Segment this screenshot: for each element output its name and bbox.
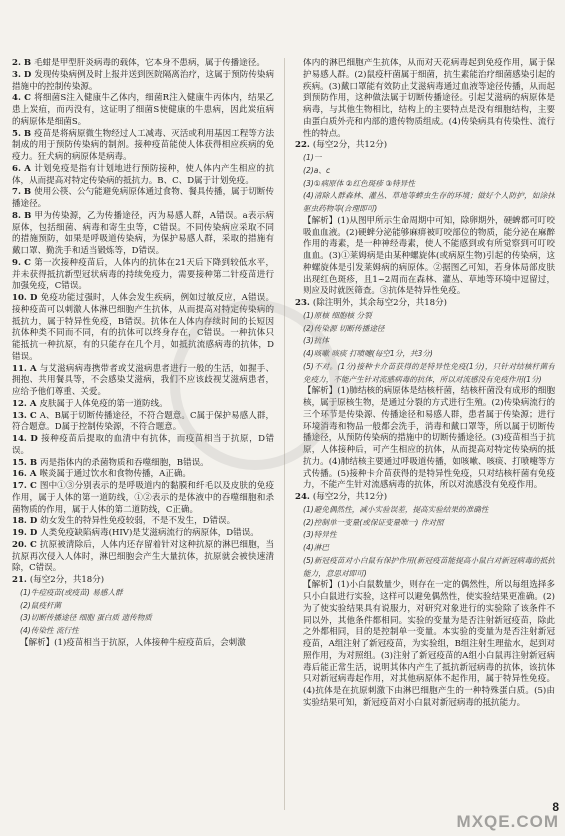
answer-text: (1)原核 细胞核 分裂 (303, 310, 372, 320)
answer-entry (12, 638, 274, 650)
explanation-text: 疫苗是将病原微生物经过人工减毒、灭活或利用基因工程等方法制成的用于预防传染病的制剂。接种疫苗能使人体获得相应疾病的免疫力。狂犬病的病原体是病毒。 (12, 128, 274, 162)
question-number: 16. A (12, 469, 40, 480)
answer-entry (295, 492, 555, 504)
answer-text: (5)新冠疫苗对小白鼠有保护作用(新冠疫苗能提高小鼠白对新冠病毒的抵抗能力，意思对即可) (303, 555, 555, 578)
column-divider (284, 58, 285, 810)
answer-entry (295, 361, 555, 387)
explanation-text: 甲为传染源，乙为传播途径，丙为易感人群，A错误。a表示病原体，包括细菌、病毒和寄生虫等，C错误。不同传染病应采取不同的措施预防，如果是呼吸道传染病，为保护易感人群，采取的措施有戴口罩、勤洗手和适当锻炼等，D错误。 (12, 210, 274, 256)
answer-entry (12, 434, 274, 458)
explanation-text: 接种疫苗后提取的血清中有抗体，而疫苗相当于抗原，D错误。 (12, 434, 274, 456)
explanation-text: (每空2分，共12分) (312, 492, 388, 502)
explanation-text: 幼女发生的特异性免疫较弱，不是不发生，D错误。 (40, 516, 236, 527)
answer-entry (295, 165, 555, 178)
answer-text: (3)切断传播途径 细胞 蛋白质 遗传物质 (20, 613, 152, 623)
explanation-text: 毛蚶是甲型肝炎病毒的载体，它本身不患病，属于传播途径。 (34, 58, 265, 68)
question-number: 14. D (12, 434, 42, 444)
explanation-text: 【解析】(1)肺结核的病原体是结核杆菌，结核杆菌没有成形的细胞核，属于原核生物，是通过分裂的方式进行生殖。(2)传染病流行的三个环节是传染源、传播途径和易感人群，患者属于传染源；进行环境消毒和物品一般都会洗手，消毒和戴口罩等，所以属于切断传播途径，从预防传染病的措施中的切断传播途径。(3)疫苗相当于抗原，人体接种后，可产生相应的抗体，从而提高对特定传染病的抵抗力。(4)肺结核主要通过呼吸道传播，如咳嗽、咳痰、打喷嚏等方式传播。(5)接种卡介苗获得的是特异性免疫，只对结核杆菌有免疫力，不能产生针对流感病毒的抗体，所以对流感没有免疫作用。 (303, 386, 555, 491)
explanation-text: 使用公筷、公勺能避免病原体通过食物、餐具传播，属于切断传播途径。 (12, 187, 274, 209)
question-number: 18. D (12, 516, 41, 527)
answer-text: (2)传染源 切断传播途径 (303, 323, 385, 333)
answer-text: (2)a、c (303, 165, 331, 175)
explanation-text: 图中①③分别表示的是呼吸道内的黏膜和纤毛以及皮肤的免疫作用，属于人体的第一道防线，①②表示的是体液中的吞噬细胞和杀菌物质的作用，属于人体的第二道防线，C正确。 (12, 481, 274, 515)
answer-entry (295, 542, 555, 555)
explanation-text: 抗原被清除后，人体内还存留着针对这种抗原的淋巴细胞，当抗原再次侵入人体时，淋巴细胞会产生大量抗体，抗原就会被快速清除，C错误。 (12, 539, 274, 574)
answer-entry (12, 528, 274, 540)
question-number: 4. C (12, 93, 35, 104)
question-number: 23. (295, 298, 313, 308)
question-number: 10. D (12, 293, 41, 303)
answer-entry (12, 481, 274, 516)
answer-entry (12, 625, 274, 638)
answer-entry (12, 258, 274, 293)
answer-text: (1)一 (303, 153, 322, 162)
answer-entry (295, 529, 555, 542)
answer-entry (295, 216, 555, 298)
answer-entry (12, 364, 274, 399)
answer-entry (295, 190, 555, 216)
answer-entry (12, 469, 274, 481)
answer-text: (1)牛痘疫苗(或疫苗) 易感人群 (20, 587, 123, 597)
explanation-text: 计划免疫是指有计划地进行预防接种，使人体内产生相应的抗体，从而提高对特定传染病的抵抗力。B、C、D属于计划免疫。 (12, 163, 274, 186)
question-number: 3. D (12, 69, 35, 80)
question-number: 2. B (12, 58, 35, 68)
answer-entry (12, 411, 274, 435)
question-number: 11. A (12, 363, 40, 374)
explanation-text: 人类免疫缺陷病毒(HIV)是艾滋病流行的病原体，D错误。 (40, 528, 259, 538)
answer-entry (12, 70, 274, 94)
explanation-text: (除注明外，其余每空2分，共18分) (312, 298, 447, 308)
explanation-text: (每空2分，共18分) (29, 575, 105, 585)
explanation-text: 【解析】(1)疫苗相当于抗原，人体接种牛痘疫苗后，会刺激 (20, 637, 246, 648)
explanation-text: A、B属于切断传播途径，不符合题意。C属于保护易感人群，符合题意。D属于控制传染源，不符合题意。 (12, 410, 274, 433)
answer-entry (295, 348, 555, 361)
question-number: 7. B (12, 187, 35, 198)
question-number: 19. D (12, 528, 41, 538)
explanation-text: 第一次接种疫苗后，人体内的抗体在21天后下降到较低水平，并未获得抵抗新型冠状病毒的持续免疫力，需要接种第二针疫苗进行加强免疫，C错误。 (12, 257, 274, 292)
answer-entry (295, 386, 555, 492)
answer-entry (12, 587, 274, 600)
answer-entry (12, 540, 274, 575)
answer-entry (295, 580, 555, 709)
answer-text: (3)①病原体 ②红色斑疹 ③特异性 (303, 178, 415, 188)
explanation-text: 喉炎属于通过饮水和食物传播，A正确。 (39, 469, 191, 480)
answer-entry (12, 516, 274, 528)
question-number: 13. C (12, 410, 40, 421)
explanation-text: 与艾滋病病毒携带者或艾滋病患者进行一般的生活，如握手、拥抱、共用餐具等，不会感染艾滋病，我们不应该歧视艾滋病患者，应给予他们尊重、关爱。 (12, 363, 274, 397)
explanation-text: 将细菌S注入健康牛乙体内，细菌R注入健康牛丙体内，结果乙患上炭疽，而丙没有，这证明了细菌S使健康的牛患病，因此炭疽病的病原体是细菌S。 (12, 93, 274, 127)
question-number: 15. B (12, 457, 41, 468)
left-column (12, 58, 274, 810)
answer-text: (2)控制单一变量(或保证变量唯一) 作对照 (303, 517, 444, 527)
answer-entry (295, 504, 555, 517)
answer-text: (3)特异性 (303, 530, 337, 540)
answer-entry (12, 211, 274, 258)
answer-text: (1)避免偶然性，减小实验误差，提高实验结果的准确性 (303, 504, 489, 514)
explanation-text: 【解析】(1)小白鼠数量少，则存在一定的偶然性，所以每组选择多只小白鼠进行实验，这样可以避免偶然性，使实验结果更准确。(2)为了使实验结果具有说服力，对研究对象进行的实验除了该条件不同以外，其他条件都相同。实验的变量为是否注射新冠疫苗，除此之外都相同，目的是控制单一变量。本实验的变量为是否注射新冠疫苗，A组注射了新冠疫苗，为实验组，B组注射生理盐水，起到对照作用，为对照组。(3)注射了新冠疫苗的A组小白鼠再注射新冠病毒后能正常生活，说明其体内产生了抵抗新冠病毒的抗体，该抗体只对新冠病毒起作用，对其他病原体不起作用，属于特异性免疫。(4)抗体是在抗原刺激下由淋巴细胞产生的一种特殊蛋白质。(5)由实验结果可知，新冠疫苗对小白鼠对新冠病毒的抵抗能力。 (303, 580, 555, 708)
question-number: 17. C (12, 481, 40, 491)
answer-entry (12, 187, 274, 211)
answer-entry (12, 129, 274, 164)
question-number: 24. (295, 492, 313, 502)
explanation-text: 免疫功能过强时，人体会发生疾病，例如过敏反应，A错误。接种疫苗可以刺激人体淋巴细胞产生抗体，从而提高对特定传染病的抵抗力，属于特异性免疫，B错误。抗体在人体内存续时间的长短因抗体种类不同而不同，有的抗体可以终身存在，C错误。一种抗体只能抵抗一种抗原，有的只能存在几个月，如抵抗流感病毒的抗体，D错误。 (12, 293, 274, 362)
explanation-text: 体内的淋巴细胞产生抗体，从而对天花病毒起到免疫作用，属于保护易感人群。(2)鼠疫杆菌属于细菌，抗生素能治疗细菌感染引起的疾病。(3)戴口罩能有效防止艾滋病毒通过血液等途径传播，从而起到预防作用，这种做法属于切断传播途径。引起艾滋病的病原体是病毒，与其他生物相比，结构上的主要特点是没有细胞结构，主要由蛋白质外壳和内部的遗传物质组成。(4)传染病具有传染性、流行性的特点。 (303, 58, 555, 139)
answer-text: (4)淋巴 (303, 543, 329, 552)
answer-entry (12, 612, 274, 625)
answer-entry (12, 293, 274, 364)
explanation-text: (每空2分，共12分) (312, 140, 388, 151)
answer-entry (295, 298, 555, 310)
answer-entry (295, 335, 555, 348)
explanation-text: 丙是指体内的杀菌物质和吞噬细胞，B错误。 (40, 457, 209, 468)
question-number: 12. A (12, 398, 40, 409)
answer-entry (12, 58, 274, 70)
explanation-text: 皮肤属于人体免疫的第一道防线。 (39, 398, 168, 409)
answer-entry (295, 152, 555, 165)
answer-text: (2)鼠疫杆菌 (20, 600, 62, 610)
question-number: 8. B (12, 210, 35, 221)
page-number: 8 (552, 800, 559, 814)
explanation-text: 【解析】(1)从图甲所示生命周期中可知，除卵期外，硬蜱都可叮咬吸血血液。(2)硬蜱分泌能够麻痹被叮咬部位的物质，能分泌在麻醉作用的毒素，是一种神经毒素，使人不能感到或有所觉察到可叮咬血血。(3)①莱姆病是由某种螺旋体(或病原生物)引起的传染病，这种螺旋体是引发莱姆病的病原体。②据图乙可知，若身体局部皮肤出现红色斑疹，且1~2周而在森林、灌丛、草地等环境中逗留过，则应及时就医筛查。③抗体是特异性免疫。 (303, 215, 555, 297)
answer-text: (5)不对。(1分)接种卡介苗获得的是特异性免疫(1分)，只针对结核杆菌有免疫力，不能产生针对流感病毒的抗体，所以对流感没有免疫作用(1分) (303, 361, 555, 384)
answer-entry (295, 58, 555, 140)
answer-entry (12, 600, 274, 613)
answer-entry (12, 458, 274, 470)
answer-entry (12, 575, 274, 587)
question-number: 21. (12, 575, 30, 585)
question-number: 9. C (12, 257, 35, 268)
answer-entry (12, 164, 274, 188)
answer-entry (295, 517, 555, 530)
question-number: 22. (295, 140, 313, 151)
answer-entry (295, 555, 555, 581)
watermark-logo: MXQE.COM (456, 812, 559, 831)
question-number: 6. A (12, 163, 35, 174)
answer-text: (3)抗体 (303, 336, 329, 346)
right-column (295, 58, 555, 810)
answer-entry (295, 323, 555, 336)
question-number: 20. C (12, 539, 40, 550)
explanation-text: 发现传染病例及时上报并送到医院隔离治疗，这属于预防传染病措施中的控制传染源。 (12, 69, 274, 92)
answer-text: (4)咳嗽 咳痰 打喷嚏(每空1分，共3分) (303, 349, 433, 358)
answer-text: (4)清除人群森林、灌丛、草地等蜱虫生存的环境；做好个人防护，如涂抹驱虫药物等(合理即可) (303, 191, 555, 213)
answer-entry (295, 178, 555, 191)
answer-entry (295, 310, 555, 323)
answer-entry (12, 93, 274, 128)
answer-text: (4)传染性 流行性 (20, 626, 79, 635)
answer-entry (12, 399, 274, 411)
question-number: 5. B (12, 128, 35, 139)
answer-entry (295, 140, 555, 152)
